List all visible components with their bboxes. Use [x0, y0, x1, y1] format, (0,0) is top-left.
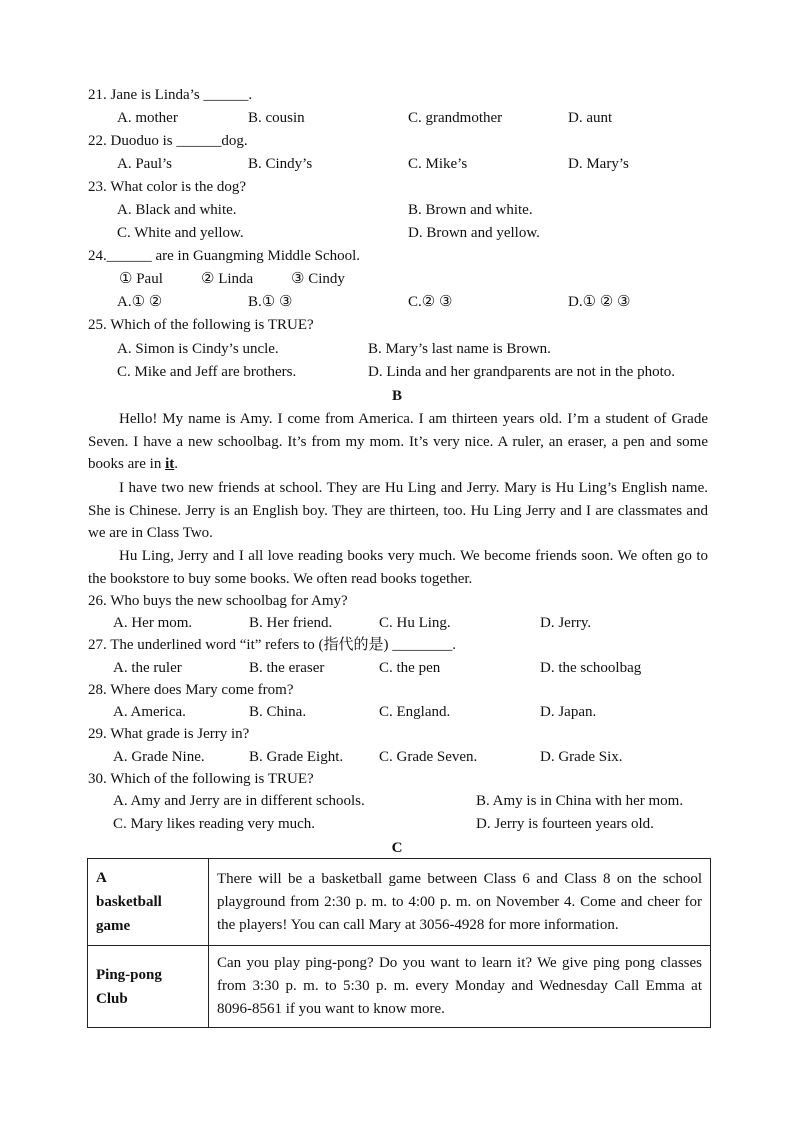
notice-title-line: Ping-pong	[96, 966, 162, 983]
question-23	[0, 177, 794, 197]
question-25	[0, 315, 794, 335]
choice-2: ② Linda	[201, 271, 254, 287]
option-c: C. grandmother	[408, 110, 503, 126]
option-b: B. Grade Eight.	[249, 749, 344, 765]
question-stem: 28. Where does Mary come from?	[88, 682, 294, 698]
option-d: D. the schoolbag	[540, 660, 642, 676]
question-29	[0, 724, 794, 744]
question-27	[0, 635, 794, 655]
option-a: A. Grade Nine.	[113, 749, 205, 765]
passage-b-paragraph-3: Hu Ling, Jerry and I all love reading books very much. We become friends soon. We often go to the bookstore to buy some books. We often read books together.	[88, 548, 708, 587]
option-d: D. Grade Six.	[540, 749, 623, 765]
option-b: B.① ③	[248, 294, 293, 310]
passage-b-paragraph-1	[88, 408, 708, 476]
option-d: D. Brown and yellow.	[408, 225, 540, 241]
option-c: C. England.	[379, 704, 451, 720]
choice-3: ③ Cindy	[291, 271, 345, 287]
option-d: D. Jerry is fourteen years old.	[476, 816, 654, 832]
option-a: A. Her mom.	[113, 615, 193, 631]
notice-title-line: basketball	[96, 894, 162, 910]
notice-title-line: Club	[96, 990, 128, 1007]
question-stem: 21. Jane is Linda’s ______.	[88, 87, 253, 103]
question-23-options-row1	[0, 200, 794, 220]
question-21-options	[0, 108, 794, 128]
option-a: A. Simon is Cindy’s uncle.	[117, 341, 279, 357]
section-b-heading: B	[391, 388, 402, 404]
question-30-options-row2	[0, 814, 794, 834]
option-a: A. Amy and Jerry are in different schools.	[113, 793, 365, 809]
question-stem: 29. What grade is Jerry in?	[88, 726, 250, 742]
passage-b-paragraph-2: I have two new friends at school. They are Hu Ling and Jerry. Mary is Hu Ling’s English name. She is Chinese. Jerry is an English boy. They are thirteen, too. Hu Ling Jerry and I are classmates and we are in Class Two.	[88, 480, 708, 542]
question-28-options	[0, 702, 794, 722]
question-25-options-row2	[0, 362, 794, 382]
option-b: B. Her friend.	[249, 615, 333, 631]
option-d: D. aunt	[568, 110, 613, 126]
option-d: D. Linda and her grandparents are not in the photo.	[368, 364, 675, 380]
paragraph-text: Hello! My name is Amy. I come from America. I am thirteen years old. I’m a student of Grade Seven. I have a new schoolbag. It’s from my mom. It’s very nice. A ruler, an eraser, a pen and some books are in	[88, 411, 708, 473]
section-c-heading: C	[391, 840, 403, 856]
notice-title-line: A	[96, 870, 107, 886]
question-30	[0, 769, 794, 789]
option-b: B. Cindy’s	[248, 156, 313, 172]
question-stem: 23. What color is the dog?	[88, 179, 247, 195]
notice-title-cell	[88, 946, 209, 1028]
option-d: D. Mary’s	[568, 156, 629, 172]
question-24-choices	[0, 269, 794, 289]
option-a: A. America.	[113, 704, 186, 720]
notice-text: There will be a basketball game between Class 6 and Class 8 on the school playground from 2:30 p. m. to 4:00 p. m. on November 4. Come and cheer for the players! You can call Mary at 3056-4928 for more information.	[209, 859, 711, 946]
question-stem: 27. The underlined word “it” refers to (指代的是) ________.	[88, 637, 456, 653]
question-23-options-row2	[0, 223, 794, 243]
notice-table	[87, 858, 711, 1028]
question-22-options	[0, 154, 794, 174]
notice-title-line: game	[96, 918, 131, 934]
option-c: C. Mary likes reading very much.	[113, 816, 316, 832]
option-a: A.① ②	[117, 294, 163, 310]
option-c: C. Mike and Jeff are brothers.	[117, 364, 297, 380]
question-26-options	[0, 613, 794, 633]
question-29-options	[0, 747, 794, 767]
option-c: C. Hu Ling.	[379, 615, 451, 631]
question-27-options	[0, 658, 794, 678]
option-b: B. Amy is in China with her mom.	[476, 793, 684, 809]
notice-row-pingpong	[88, 946, 711, 1028]
option-d: D. Jerry.	[540, 615, 592, 631]
option-c: C.② ③	[408, 294, 453, 310]
option-a: A. the ruler	[113, 660, 182, 676]
option-a: A. mother	[117, 110, 178, 126]
option-b: B. Brown and white.	[408, 202, 533, 218]
question-24	[0, 246, 794, 266]
notice-title-cell	[88, 859, 209, 946]
question-stem: 24.______ are in Guangming Middle School.	[88, 248, 361, 264]
option-b: B. the eraser	[249, 660, 325, 676]
paragraph-end: .	[174, 456, 178, 473]
question-stem: 22. Duoduo is ______dog.	[88, 133, 248, 149]
question-28	[0, 680, 794, 700]
question-22	[0, 131, 794, 151]
question-21	[0, 85, 794, 105]
question-stem: 30. Which of the following is TRUE?	[88, 771, 314, 787]
choice-1: ① Paul	[119, 271, 163, 287]
question-stem: 26. Who buys the new schoolbag for Amy?	[88, 593, 348, 609]
question-stem: 25. Which of the following is TRUE?	[88, 317, 314, 333]
option-b: B. China.	[249, 704, 307, 720]
question-26	[0, 591, 794, 611]
notice-row-basketball	[88, 859, 711, 946]
option-a: A. Paul’s	[117, 156, 173, 172]
underlined-word: it	[165, 456, 175, 473]
question-24-options	[0, 292, 794, 312]
option-c: C. Grade Seven.	[379, 749, 478, 765]
option-a: A. Black and white.	[117, 202, 237, 218]
option-c: C. the pen	[379, 660, 441, 676]
question-25-options-row1	[0, 339, 794, 359]
option-c: C. Mike’s	[408, 156, 468, 172]
option-b: B. cousin	[248, 110, 305, 126]
option-d: D.① ② ③	[568, 294, 631, 310]
question-30-options-row1	[0, 791, 794, 811]
option-c: C. White and yellow.	[117, 225, 244, 241]
option-d: D. Japan.	[540, 704, 597, 720]
option-b: B. Mary’s last name is Brown.	[368, 341, 551, 357]
notice-text: Can you play ping-pong? Do you want to learn it? We give ping pong classes from 3:30 p. m. to 5:30 p. m. every Monday and Wednesday Call Emma at 8096-8561 if you want to know more.	[209, 946, 711, 1028]
